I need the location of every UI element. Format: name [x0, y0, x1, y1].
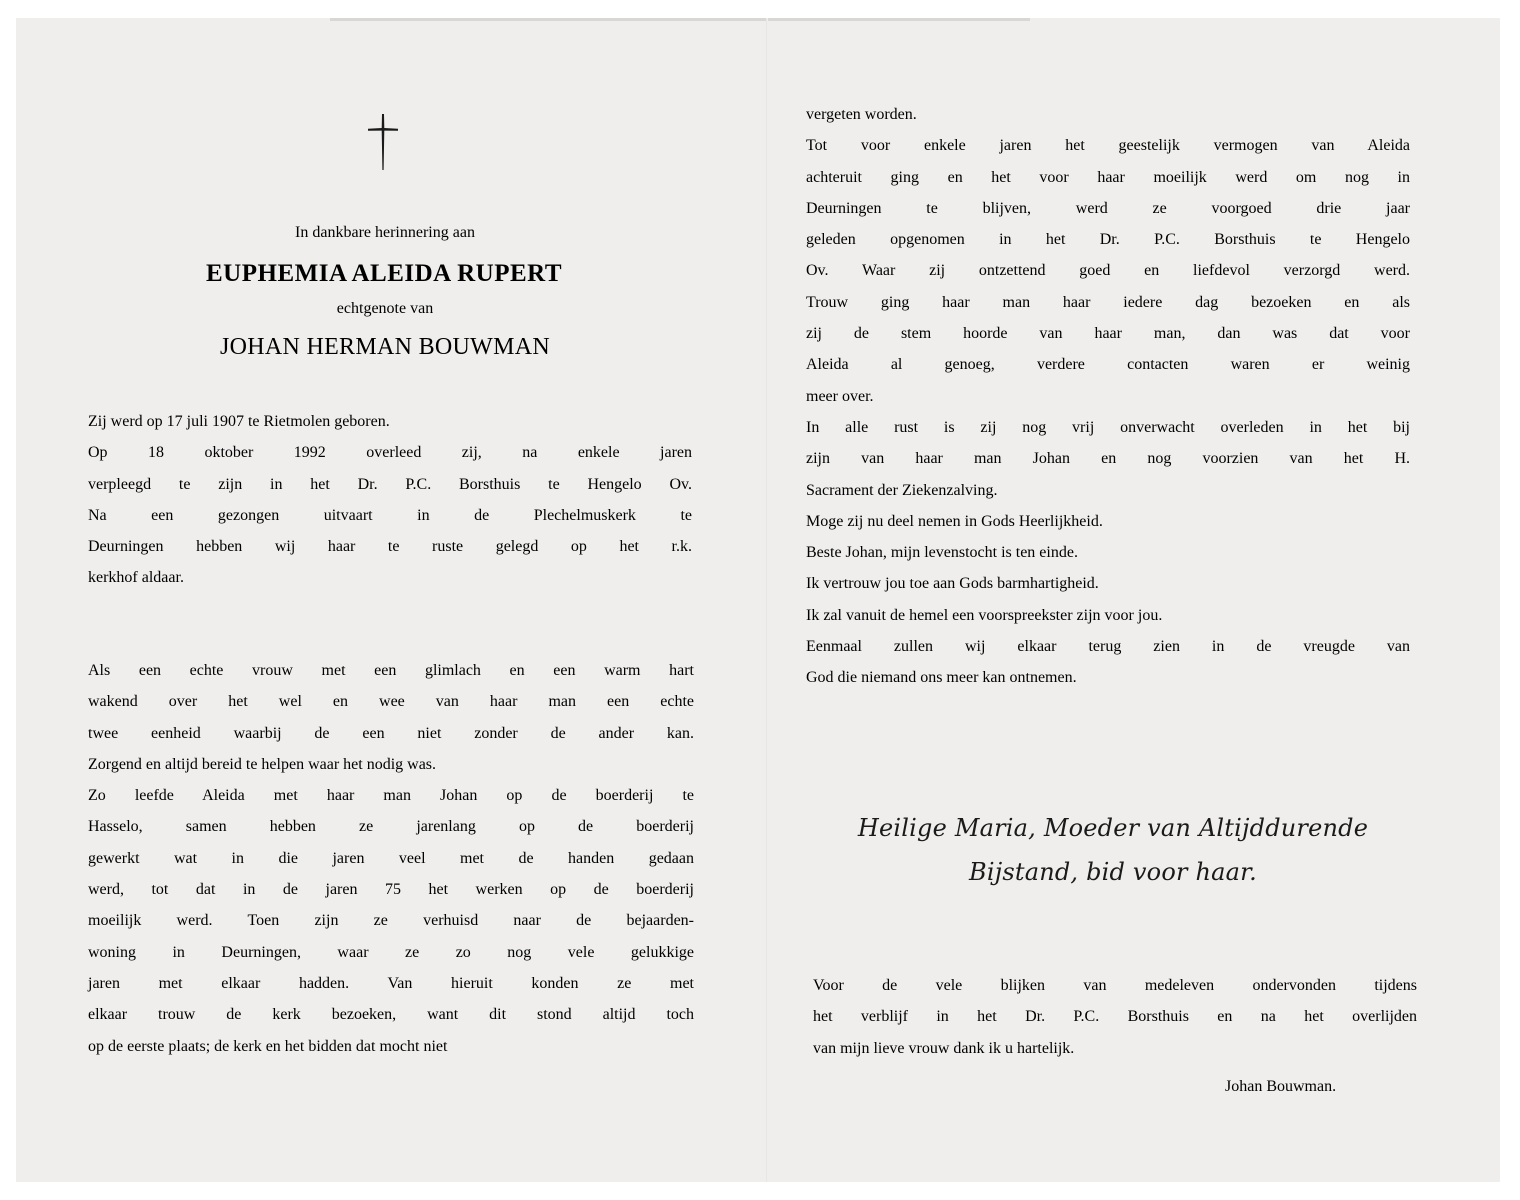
text-line: elkaar trouw de kerk bezoeken, want dit stond altijd toch: [88, 1006, 694, 1024]
text-line: Hasselo, samen hebben ze jarenlang op de boerderij: [88, 818, 694, 836]
text-line: Zo leefde Aleida met haar man Johan op de boerderij te: [88, 787, 694, 805]
text-line: gewerkt wat in die jaren veel met de handen gedaan: [88, 849, 694, 867]
text-line: zijn van haar man Johan en nog voorzien van het H.: [806, 450, 1410, 468]
text-line: Ik vertrouw jou toe aan Gods barmhartigheid.: [806, 575, 1099, 593]
text-line: Beste Johan, mijn levenstocht is ten einde.: [806, 544, 1078, 562]
right-paragraph-memorial: [806, 99, 1410, 694]
text-line: geleden opgenomen in het Dr. P.C. Borsthuis te Hengelo: [806, 231, 1410, 249]
text-line: van mijn lieve vrouw dank ik u hartelijk.: [813, 1039, 1075, 1057]
thanks-paragraph: [813, 970, 1417, 1064]
left-paragraph-life: [88, 655, 694, 1062]
text-line: Moge zij nu deel nemen in Gods Heerlijkheid.: [806, 512, 1103, 530]
text-line: wakend over het wel en wee van haar man een echte: [88, 693, 694, 711]
prayer-line-1: Heilige Maria, Moeder van Altijddurende: [857, 814, 1369, 842]
text-line: werd, tot dat in de jaren 75 het werken op de boerderij: [88, 881, 694, 899]
text-line: Trouw ging haar man haar iedere dag bezoeken en als: [806, 293, 1410, 311]
text-line: Zorgend en altijd bereid te helpen waar het nodig was.: [88, 755, 437, 773]
text-line: Eenmaal zullen wij elkaar terug zien in de vreugde van: [806, 638, 1410, 656]
card-fold: [766, 18, 768, 1182]
intro-line: In dankbare herinnering aan: [295, 224, 475, 241]
text-line: Ik zal vanuit de hemel een voorspreekster zijn voor jou.: [806, 606, 1163, 624]
text-line: woning in Deurningen, waar ze zo nog vele gelukkige: [88, 943, 694, 961]
text-line: In alle rust is zij nog vrij onverwacht overleden in het bij: [806, 418, 1410, 436]
text-line: Deurningen te blijven, werd ze voorgoed drie jaar: [806, 199, 1410, 217]
text-line: Op 18 oktober 1992 overleed zij, na enkele jaren: [88, 444, 692, 462]
left-paragraph-biography: [88, 406, 692, 594]
text-line: Tot voor enkele jaren het geestelijk vermogen van Aleida: [806, 137, 1410, 155]
text-line: verpleegd te zijn in het Dr. P.C. Borsthuis te Hengelo Ov.: [88, 475, 692, 493]
text-line: jaren met elkaar hadden. Van hieruit konden ze met: [88, 974, 694, 992]
signature-name: Johan Bouwman.: [1225, 1078, 1337, 1095]
text-line: God die niemand ons meer kan ontnemen.: [806, 669, 1077, 687]
text-line: achteruit ging en het voor haar moeilijk werd om nog in: [806, 168, 1410, 186]
prayer-line-2: Bijstand, bid voor haar.: [968, 858, 1258, 886]
top-edge-shadow: [330, 18, 1030, 21]
text-line: meer over.: [806, 387, 874, 405]
text-line: zij de stem hoorde van haar man, dan was dat voor: [806, 325, 1410, 343]
text-line: Deurningen hebben wij haar te ruste gelegd op het r.k.: [88, 538, 692, 556]
cross-icon: [365, 112, 401, 172]
text-line: Ov. Waar zij ontzettend goed en liefdevol verzorgd werd.: [806, 262, 1410, 280]
text-line: Zij werd op 17 juli 1907 te Rietmolen geboren.: [88, 413, 390, 430]
text-line: vergeten worden.: [806, 106, 917, 123]
spouse-name: JOHAN HERMAN BOUWMAN: [220, 334, 550, 360]
text-line: het verblijf in het Dr. P.C. Borsthuis en na het overlijden: [813, 1008, 1417, 1026]
text-line: Na een gezongen uitvaart in de Plechelmuskerk te: [88, 506, 692, 524]
text-line: kerkhof aldaar.: [88, 569, 184, 587]
text-line: Aleida al genoeg, verdere contacten waren er weinig: [806, 356, 1410, 374]
text-line: twee eenheid waarbij de een niet zonder de ander kan.: [88, 724, 694, 742]
text-line: Als een echte vrouw met een glimlach en een warm hart: [88, 662, 694, 679]
spouse-label: echtgenote van: [336, 300, 434, 317]
text-line: op de eerste plaats; de kerk en het bidden dat mocht niet: [88, 1037, 448, 1055]
text-line: Sacrament der Ziekenzalving.: [806, 481, 998, 499]
deceased-name: EUPHEMIA ALEIDA RUPERT: [205, 260, 563, 287]
text-line: Voor de vele blijken van medeleven ondervonden tijdens: [813, 977, 1417, 994]
text-line: moeilijk werd. Toen zijn ze verhuisd naar de bejaarden-: [88, 912, 694, 930]
